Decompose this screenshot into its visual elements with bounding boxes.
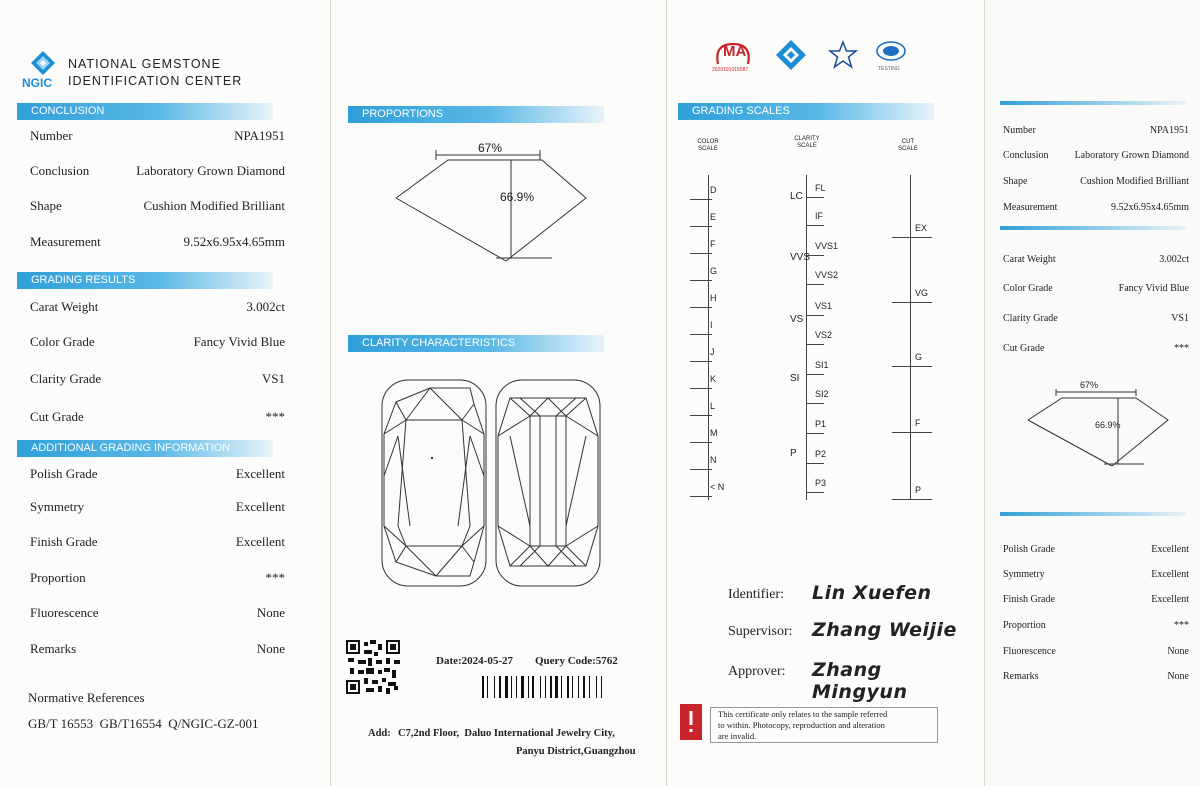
summary-value: VS1 (1171, 313, 1189, 324)
fold-line (330, 0, 331, 786)
section-additional-header: ADDITIONAL GRADING INFORMATION (17, 440, 273, 457)
qr-code[interactable] (346, 640, 400, 694)
notice-line-2: to within. Photocopy, reproduction and alteration (718, 720, 885, 730)
summary-row (1003, 254, 1189, 265)
barcode-bar (598, 676, 600, 698)
center-name-line2: IDENTIFICATION CENTER (68, 74, 243, 88)
barcode-bar (487, 676, 488, 698)
barcode[interactable] (482, 676, 624, 698)
color-grade-label: F (710, 239, 716, 249)
cut-scale-title-2: SCALE (898, 146, 918, 152)
clarity-grade-label: P3 (815, 478, 827, 488)
clarity-scale-title-1: CLARITY (794, 136, 820, 142)
section-grading-results-header: GRADING RESULTS (17, 272, 273, 289)
cut-scale-tick (892, 499, 932, 500)
clarity-grade-label: SI1 (815, 360, 829, 370)
color-scale-tick (690, 226, 712, 227)
additional-value: *** (265, 570, 285, 585)
summary-label: Carat Weight (1003, 254, 1056, 265)
summary-label: Polish Grade (1003, 544, 1055, 555)
barcode-bar (490, 676, 493, 698)
summary-value: 3.002ct (1159, 254, 1189, 265)
clarity-scale-axis (806, 175, 807, 500)
clarity-grade-label: VVS1 (815, 241, 839, 251)
cut-scale-title-1: CUT (901, 139, 915, 145)
barcode-bar (536, 676, 539, 698)
conclusion-row (30, 163, 285, 179)
additional-label: Remarks (30, 641, 77, 656)
fold-line (666, 0, 667, 786)
grading-row (30, 334, 285, 350)
color-scale-title-2: SCALE (698, 146, 718, 152)
summary-label: Symmetry (1003, 569, 1045, 580)
summary-rule-bottom (1000, 512, 1186, 516)
clarity-group-label: SI (790, 373, 800, 384)
color-scale-tick (690, 388, 712, 389)
summary-row (1003, 544, 1189, 555)
additional-label: Finish Grade (30, 534, 98, 549)
summary-value: None (1167, 671, 1189, 682)
additional-value: None (256, 641, 285, 656)
additional-value: Excellent (235, 466, 285, 481)
additional-row (30, 534, 285, 550)
barcode-bar (516, 676, 517, 698)
summary-row (1003, 150, 1189, 161)
color-scale-tick (690, 469, 712, 470)
barcode-bar (542, 676, 544, 698)
color-scale-tick (690, 334, 712, 335)
section-conclusion-header: CONCLUSION (17, 103, 273, 120)
summary-row (1003, 594, 1189, 605)
summary-label: Remarks (1003, 671, 1039, 682)
report-panel-diagrams (330, 0, 666, 786)
clarity-group-label: VS (790, 314, 804, 325)
report-panel-summary (984, 0, 1200, 786)
grading-label: Clarity Grade (30, 371, 102, 386)
clarity-grade-label: VS2 (815, 330, 833, 340)
star-seal-icon (828, 40, 858, 70)
color-scale-tick (690, 307, 712, 308)
color-scale-tick (690, 280, 712, 281)
conclusion-row (30, 234, 285, 250)
barcode-bar (513, 676, 515, 698)
barcode-bar (567, 676, 569, 698)
section-grading-scales-header: GRADING SCALES (678, 103, 934, 120)
cut-scale-tick (892, 302, 932, 303)
additional-value: Excellent (235, 534, 285, 549)
summary-row (1003, 343, 1189, 354)
conclusion-label: Measurement (30, 234, 101, 249)
barcode-bar (518, 676, 519, 698)
summary-rule-mid (1000, 226, 1186, 230)
barcode-bar (591, 676, 594, 698)
testing-badge-icon (875, 40, 907, 62)
grading-row (30, 371, 285, 387)
barcode-bar (589, 676, 590, 698)
summary-row (1003, 176, 1189, 187)
summary-value: 9.52x6.95x4.65mm (1110, 202, 1189, 213)
signature-role: Approver: (728, 664, 786, 679)
testing-badge-text: TESTING (878, 66, 900, 72)
normative-references-list: GB/T 16553 GB/T16554 Q/NGIC-GZ-001 (28, 716, 259, 731)
conclusion-value: Laboratory Grown Diamond (136, 163, 285, 178)
conclusion-row (30, 198, 285, 214)
clarity-scale-tick (806, 197, 824, 198)
summary-value: Fancy Vivid Blue (1118, 283, 1189, 294)
barcode-bar (547, 676, 548, 698)
summary-value: Cushion Modified Brilliant (1080, 176, 1189, 187)
grading-row (30, 409, 285, 425)
color-scale-axis (708, 175, 709, 500)
table-percentage: 67% (478, 141, 503, 155)
clarity-group-label: LC (790, 191, 803, 202)
conclusion-row (30, 128, 285, 144)
barcode-bar (583, 676, 585, 698)
barcode-bar (596, 676, 597, 698)
barcode-bar (586, 676, 588, 698)
clarity-scale-tick (806, 344, 824, 345)
summary-label: Proportion (1003, 620, 1046, 631)
signature-name: Zhang Mingyun (812, 659, 908, 703)
color-grade-label: L (710, 401, 716, 411)
summary-label: Cut Grade (1003, 343, 1045, 354)
report-date: Date:2024-05-27 (436, 655, 513, 667)
report-panel-scales (666, 0, 984, 786)
barcode-bar (532, 676, 534, 698)
grading-value: *** (265, 409, 285, 424)
conclusion-label: Shape (30, 198, 62, 213)
additional-row (30, 605, 285, 621)
clarity-grade-label: IF (815, 211, 823, 221)
cut-scale-tick (892, 432, 932, 433)
clarity-grade-label: VVS2 (815, 270, 839, 280)
notice-line-3: are invalid. (718, 731, 757, 741)
barcode-bar (528, 676, 529, 698)
conclusion-label: Number (30, 128, 73, 143)
clarity-scale-tick (806, 492, 824, 493)
signature-role: Supervisor: (728, 624, 793, 639)
clarity-grade-label: P1 (815, 419, 827, 429)
barcode-bar (572, 676, 573, 698)
barcode-bar (553, 676, 554, 698)
additional-label: Proportion (30, 570, 86, 585)
clarity-grade-label: SI2 (815, 389, 829, 399)
summary-value: Excellent (1151, 594, 1189, 605)
grading-value: Fancy Vivid Blue (193, 334, 285, 349)
summary-depth-percentage: 66.9% (1095, 420, 1121, 430)
summary-row (1003, 202, 1189, 213)
barcode-bar (482, 676, 484, 698)
fold-line (984, 0, 985, 786)
barcode-bar (530, 676, 531, 698)
barcode-bar (574, 676, 577, 698)
summary-label: Finish Grade (1003, 594, 1055, 605)
barcode-bar (540, 676, 541, 698)
summary-value: Excellent (1151, 569, 1189, 580)
clarity-scale-title-2: SCALE (797, 143, 817, 149)
summary-label: Number (1003, 125, 1036, 136)
clarity-grade-label: P2 (815, 449, 827, 459)
notice-line-1: This certificate only relates to the sample referred (718, 709, 888, 719)
color-scale-tick (690, 496, 712, 497)
summary-label: Shape (1003, 176, 1028, 187)
barcode-bar (502, 676, 503, 698)
address-line-2: Panyu District,Guangzhou (516, 746, 636, 757)
summary-row (1003, 569, 1189, 580)
summary-value: Laboratory Grown Diamond (1074, 150, 1189, 161)
clarity-scale-tick (806, 433, 824, 434)
grading-label: Carat Weight (30, 299, 99, 314)
color-scale-title-1: COLOR (697, 139, 719, 145)
summary-row (1003, 313, 1189, 324)
barcode-bar (603, 676, 604, 698)
color-grade-label: < N (710, 482, 725, 492)
barcode-bar (521, 676, 524, 698)
barcode-bar (545, 676, 546, 698)
barcode-bar (550, 676, 552, 698)
additional-value: None (256, 605, 285, 620)
color-grade-label: G (710, 266, 718, 276)
barcode-bar (561, 676, 562, 698)
barcode-bar (525, 676, 527, 698)
cma-number: 2020191015087 (712, 67, 749, 73)
color-grade-label: H (710, 293, 717, 303)
color-grade-label: J (710, 347, 715, 357)
clarity-scale-tick (806, 315, 824, 316)
additional-row (30, 641, 285, 657)
cut-scale-tick (892, 237, 932, 238)
color-grade-label: N (710, 455, 717, 465)
barcode-bar (496, 676, 498, 698)
conclusion-label: Conclusion (30, 163, 90, 178)
clarity-grade-label: VS1 (815, 301, 833, 311)
conclusion-value: 9.52x6.95x4.65mm (183, 234, 285, 249)
color-scale-tick (690, 415, 712, 416)
clarity-scale-tick (806, 225, 824, 226)
summary-row (1003, 125, 1189, 136)
summary-value: None (1167, 646, 1189, 657)
barcode-bar (555, 676, 558, 698)
summary-value: Excellent (1151, 544, 1189, 555)
conclusion-value: NPA1951 (234, 128, 285, 143)
clarity-scale-tick (806, 374, 824, 375)
barcode-bar (494, 676, 495, 698)
barcode-bar (559, 676, 560, 698)
normative-references-title: Normative References (28, 690, 145, 705)
clarity-scale-tick (806, 463, 824, 464)
color-scale-tick (690, 199, 712, 200)
grading-label: Color Grade (30, 334, 95, 349)
summary-row (1003, 283, 1189, 294)
additional-label: Symmetry (30, 499, 85, 514)
additional-value: Excellent (235, 499, 285, 514)
signature-name: Lin Xuefen (812, 582, 932, 604)
barcode-bar (578, 676, 579, 698)
summary-label: Measurement (1003, 202, 1058, 213)
clarity-plot-diagram (380, 376, 610, 590)
summary-table-percentage: 67% (1080, 380, 1099, 390)
ngic-logo-text: NGIC (22, 76, 52, 90)
clarity-scale-tick (806, 284, 824, 285)
center-name-line1: NATIONAL GEMSTONE (68, 57, 221, 71)
color-scale-tick (690, 361, 712, 362)
barcode-bar (499, 676, 501, 698)
depth-percentage: 66.9% (500, 190, 535, 204)
signature-name: Zhang Weijie (812, 619, 957, 641)
ngic-logo-icon (28, 50, 58, 76)
summary-row (1003, 620, 1189, 631)
query-code: Query Code:5762 (535, 655, 618, 667)
barcode-bar (511, 676, 512, 698)
barcode-bar (485, 676, 486, 698)
color-grade-label: K (710, 374, 717, 384)
summary-row (1003, 646, 1189, 657)
additional-row (30, 570, 285, 586)
address-label: Add: (368, 728, 391, 739)
report-panel-left (0, 0, 330, 786)
cut-grade-label: F (915, 418, 921, 428)
section-clarity-characteristics-header: CLARITY CHARACTERISTICS (348, 335, 604, 352)
grading-row (30, 299, 285, 315)
address-line-1: C7,2nd Floor, Daluo International Jewelry City, (398, 728, 615, 739)
barcode-bar (505, 676, 508, 698)
barcode-bar (509, 676, 510, 698)
grading-value: VS1 (261, 371, 285, 386)
color-grade-label: D (710, 185, 717, 195)
additional-label: Polish Grade (30, 466, 98, 481)
summary-label: Conclusion (1003, 150, 1049, 161)
summary-row (1003, 671, 1189, 682)
summary-rule-top (1000, 101, 1186, 105)
cut-scale-tick (892, 366, 932, 367)
cut-grade-label: VG (915, 288, 929, 298)
clarity-group-label: VVS (790, 252, 811, 263)
conclusion-value: Cushion Modified Brilliant (143, 198, 285, 213)
cma-text: MA (723, 43, 747, 60)
clarity-grade-label: FL (815, 183, 826, 193)
warning-icon (680, 704, 702, 740)
summary-value: *** (1174, 620, 1189, 631)
color-grade-label: I (710, 320, 713, 330)
cut-grade-label: G (915, 352, 923, 362)
grading-label: Cut Grade (30, 409, 84, 424)
ngic-diamond-icon (774, 38, 808, 72)
color-grade-label: E (710, 212, 717, 222)
barcode-bar (601, 676, 602, 698)
barcode-bar (581, 676, 582, 698)
additional-row (30, 499, 285, 515)
grading-value: 3.002ct (246, 299, 285, 314)
additional-row (30, 466, 285, 482)
color-scale-tick (690, 253, 712, 254)
barcode-bar (563, 676, 565, 698)
cut-scale-axis (910, 175, 911, 500)
summary-value: *** (1174, 343, 1189, 354)
clarity-scale-tick (806, 403, 824, 404)
color-grade-label: M (710, 428, 718, 438)
summary-label: Fluorescence (1003, 646, 1056, 657)
additional-label: Fluorescence (30, 605, 99, 620)
cut-grade-label: EX (915, 223, 928, 233)
summary-label: Color Grade (1003, 283, 1053, 294)
clarity-group-label: P (790, 448, 797, 459)
summary-label: Clarity Grade (1003, 313, 1058, 324)
color-scale-tick (690, 442, 712, 443)
signature-role: Identifier: (728, 587, 784, 602)
summary-value: NPA1951 (1149, 125, 1189, 136)
cut-grade-label: P (915, 485, 922, 495)
section-proportions-header: PROPORTIONS (348, 106, 604, 123)
barcode-bar (570, 676, 571, 698)
